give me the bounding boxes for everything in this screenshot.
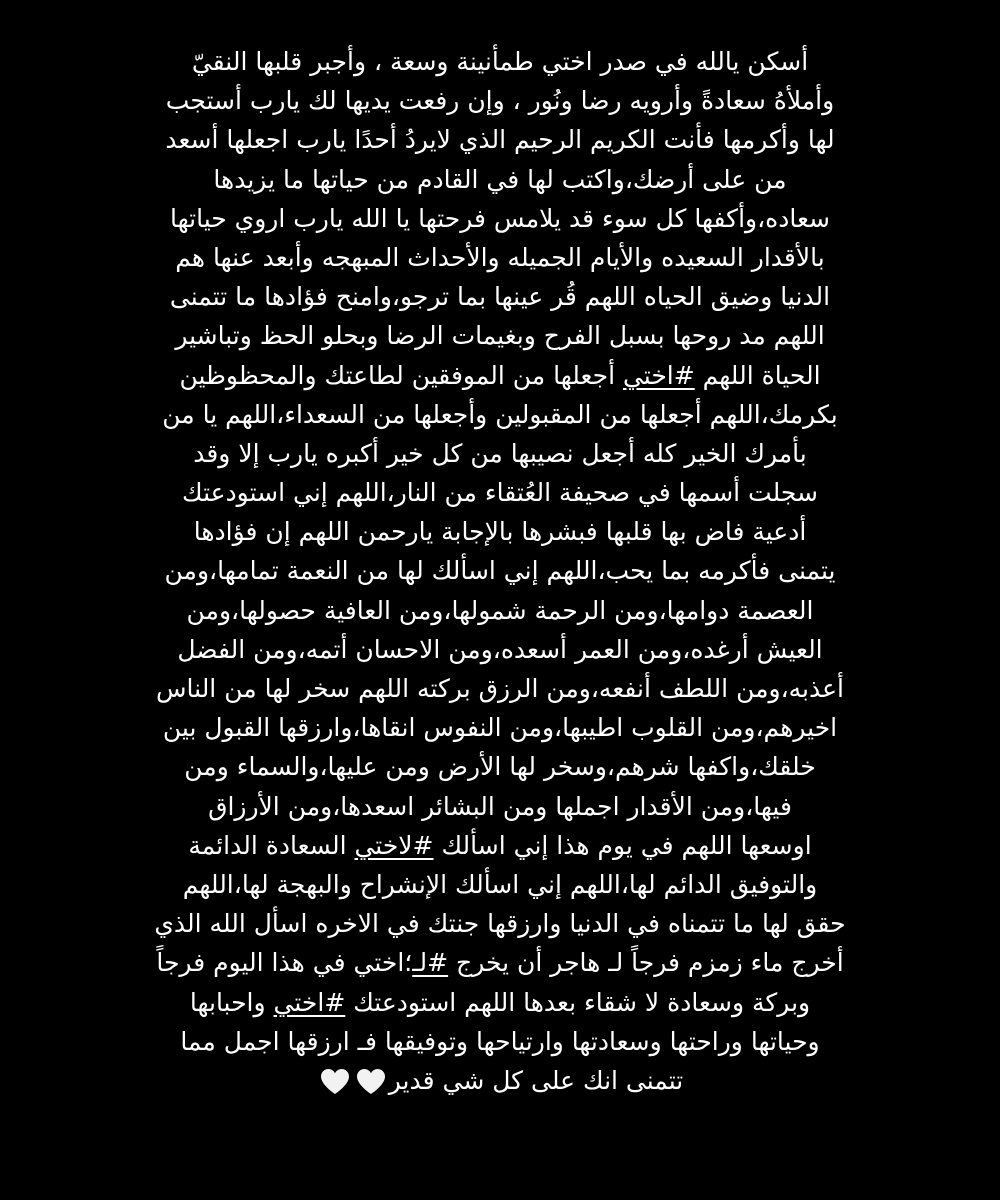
text-line: سعاده،وأكفها كل سوء قد يلامس فرحتها يا الله يارب اروي حياتها [169,203,831,233]
text-line: فيها،ومن الأقدار اجملها ومن البشائر اسعدها،ومن الأرزاق [208,791,792,821]
text-line: وأملأهُ سعادةً وأرويه رضا ونُور ، وإن رفعت يديها لك يارب أستجب [165,86,835,116]
text-line: بأمرك الخير كله أجعل نصيبها من كل خير أكبره يارب إلا وقد [193,438,807,468]
line-text: تتمنى انك على كل شي قدير [388,1065,684,1095]
text-line: الدنيا وضيق الحياه اللهم قُر عينها بما ترجو،وامنح فؤادها ما تتمنى [169,282,831,312]
text-line: اللهم مد روحها بسبل الفرح وبغيمات الرضا وبحلو الحظ وتباشير [175,321,825,351]
text-line: بالأقدار السعيده والأيام الجميله والأحداث المبهجه وأبعد عنها هم [175,242,825,272]
text-line: سجلت أسمها في صحيفة العُتقاء من النار،اللهم إني استودعتك [182,478,818,508]
text-line: اخيرهم،ومن القلوب اطيبها،ومن النفوس انقاها،وارزقها القبول بين [162,713,838,743]
text-line: وحياتها وراحتها وسعادتها وارتياحها وتوفيقها فـ ارزقها اجمل مما [180,1026,820,1056]
hashtag-link[interactable]: #اختي [622,360,695,390]
text-line [115,943,885,982]
line-text: السعادة الدائمة [188,830,355,860]
text-line: من على أرضك،واكتب لها في القادم من حياتها ما يزيدها [213,164,787,194]
text-line: أدعية فاض بها قلبها فبشرها بالإجابة يارحمن اللهم إن فؤادها [193,517,807,547]
text-line [115,356,885,395]
hashtag-link[interactable]: #اختي [273,987,346,1017]
text-line: العيش أرغده،ومن العمر أسعده،ومن الاحسان أتمه،ومن الفضل [177,634,823,664]
white-heart-icon [356,1068,386,1095]
line-text: الحياة اللهم [694,360,821,390]
white-heart-icon [320,1068,350,1095]
line-text: واحبابها [189,987,274,1017]
line-text: أخرج ماء زمزم فرجاً لـ هاجر أن يخرج [448,948,844,978]
dua-text-block [115,42,885,1182]
line-text: وبركة وسعادة لا شقاء بعدها اللهم استودعتك [345,987,811,1017]
text-line: بكرمك،اللهم أجعلها من المقبولين وأجعلها من السعداء،اللهم يا من [162,399,838,429]
text-line: العصمة دوامها،ومن الرحمة شمولها،ومن العافية حصولها،ومن [186,595,814,625]
text-line [115,1061,885,1100]
hashtag-link[interactable]: #لاختي [354,830,434,860]
text-line: يتمنى فأكرمه بما يحب،اللهم إني اسألك لها من النعمة تمامها،ومن [164,556,836,586]
text-line: أسكن يالله في صدر اختي طمأنينة وسعة ، وأجبر قلبها النقيّ [191,47,809,76]
text-line: خلقك،واكفها شرهم،وسخر لها الأرض ومن عليها،والسماء ومن [184,752,816,782]
text-line [115,983,885,1022]
text-line: والتوفيق الدائم لها،اللهم إني اسألك الإنشراح والبهجة لها،اللهم [182,869,818,899]
text-line: أعذبه،ومن اللطف أنفعه،ومن الرزق بركته اللهم سخر لها من الناس [156,674,844,703]
text-line: لها وأكرمها فأنت الكريم الرحيم الذي لايردُ أحدًا يارب اجعلها أسعد [165,125,835,155]
text-line [115,826,885,865]
hashtag-link[interactable]: #لـ [412,948,449,978]
text-line: حقق لها ما تتمناه في الدنيا وارزقها جنتك في الاخره اسأل الله الذي [154,909,846,939]
line-text: ؛اختي في هذا اليوم فرجاً [156,948,413,978]
line-text: اوسعها اللهم في يوم هذا إني اسألك [433,830,812,860]
line-text: أجعلها من الموفقين لطاعتك والمحظوظين [179,360,623,390]
